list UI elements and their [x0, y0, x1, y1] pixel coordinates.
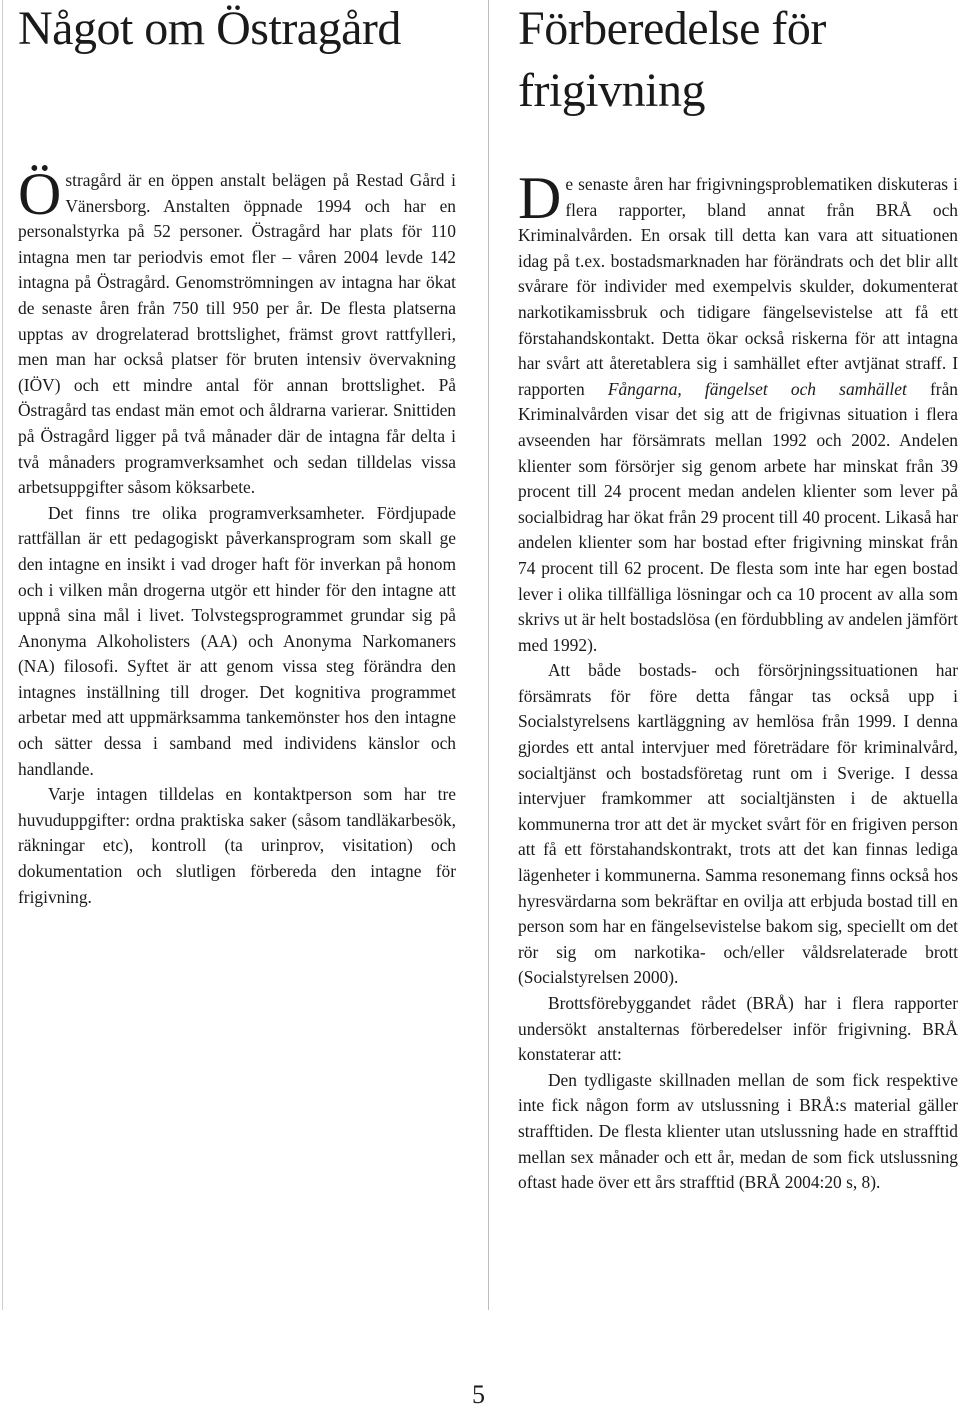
- right-paragraph-3: Brottsförebyggandet rådet (BRÅ) har i flera rapporter undersökt anstalternas förberedelser inför frigivning. BRÅ konstaterar att:: [518, 993, 958, 1065]
- left-paragraph-2: Det finns tre olika programverksamheter. Fördjupade rattfällan är ett pedagogiskt påverkansprogram som skall ge den intagne en insikt i vad droger haft för inverkan på honom och i vilken mån drogerna utgör ett hinder för den intagne att uppnå sina mål i livet. Tolvstegsprogrammet grundar sig på Anonyma Alkoholisters (AA) och Anonyma Narkomaners (NA) filosofi. Syftet är att genom vissa steg förändra den intagnes inställning till droger. Det kognitiva programmet arbetar med att uppmärksamma tankemönster hos den intagne och sätter dessa i samband med individens känslor och handlande.: [18, 502, 456, 779]
- left-paragraph-1-text: stragård är en öppen anstalt belägen på Restad Gård i Vänersborg. Anstalten öppnade 1994 och har en personalstyrka på 52 personer. Östragård har plats för 110 intagna men tar periodvis emot fler – våren 2004 levde 142 intagna på Östragård. Genomströmningen av intagna har ökat de senaste åren från 750 till 950 per år. De flesta platserna upptas av drogrelaterad brottslighet, främst grovt rattfylleri, men man har också platser för bruten intensiv övervakning (IÖV) och ett mindre antal för annan brottslighet. På Östragård tas endast män emot och åldrarna varierar. Snittiden på Östragård ligger på två månader där de intagna får delta i två månaders programverksamhet och sedan tilldelas vissa arbetsuppgifter såsom köksarbete.: [18, 170, 456, 498]
- right-paragraph-1: [518, 165, 958, 658]
- report-title: Fångarna, fängelset och samhället: [607, 378, 907, 399]
- left-body: [18, 161, 456, 910]
- right-quote: Den tydligaste skillnaden mellan de som fick respektive inte fick någon form av utslussning i BRÅ:s material gäller strafftiden. De flesta klienter utan utslussning hade en strafftid mellan sex månader och ett år, medan de som fick utslussning oftast hade över ett års strafftid (BRÅ 2004:20 s, 8).: [518, 1069, 958, 1193]
- dropcap-o: Ö: [18, 161, 62, 227]
- right-paragraph-1-before: e senaste åren har frigivningsproblematiken diskuteras i flera rapporter, bland annat från BRÅ och Kriminalvården. En orsak till detta kan vara att situationen idag på t.ex. bostadsmarknaden har förändrats och det blir allt svårare för individer med exempelvis skulder, dokumenterat narkotikamissbruk och tidigare fängelsevistelse att få ett förstahandskontakt. Detta ökar också riskerna för att intagna har svårt att återetablera sig i samhället efter avtjänat straff. I rapporten: [518, 174, 958, 399]
- left-paragraph-3: Varje intagen tilldelas en kontaktperson som har tre huvuduppgifter: ordna praktiska saker (såsom tandläkarbesök, räkningar etc), kontroll (ta urinprov, visitation) och dokumentation och slutligen förbereda den intagne för frigivning.: [18, 784, 456, 907]
- right-heading: Förberedelse för frigivning: [518, 2, 826, 117]
- dropcap-d: D: [518, 165, 562, 231]
- page-number: 5: [472, 1380, 485, 1409]
- right-paragraph-1-after: från Kriminalvården visar det sig att de frigivnas situation i flera avseenden har försämrats mellan 1992 och 2002. Andelen klienter som försörjer sig genom arbete har minskat från 39 procent till 24 procent medan andelen klienter som lever på socialbidrag har ökat från 29 procent till 40 procent. Likaså har andelen klienter som har bostad efter frigivning minskat från 74 procent till 62 procent. De flesta som inte har egen bostad lever i olika tillfälliga lösningar och ca 10 procent av alla som skrivs ut är helt bostadslösa (en fördubbling av andelen jämfört med 1992).: [518, 378, 958, 655]
- column-divider: [488, 0, 489, 1310]
- right-paragraph-2: Att både bostads- och försörjningssituationen har försämrats för före detta fångar tas också upp i Socialstyrelsens kartläggning av hemlösa från 1999. I denna gjordes ett antal intervjuer med företrädare för kriminalvård, socialtjänst och bostadsföretag runt om i Sverige. I dessa intervjuer framkommer att socialtjänsten i de aktuella kommunerna tror att det är mycket svårt för en frigiven person att få ett förstahandskontrakt, trots att det kan finnas lediga lägenheter i kommunerna. Samma resonemang finns också hos hyresvärdarna som bekräftar en ovilja att erbjuda bostad till en person som har en fängelsevistelse bakom sig, speciellt om det rör sig om narkotika- och/eller våldsrelaterade brott (Socialstyrelsen 2000).: [518, 660, 958, 988]
- left-paragraph-1: [18, 161, 456, 501]
- right-body: [518, 165, 958, 1196]
- left-heading: Något om Östragård: [18, 2, 401, 55]
- left-margin-rule: [2, 0, 3, 1310]
